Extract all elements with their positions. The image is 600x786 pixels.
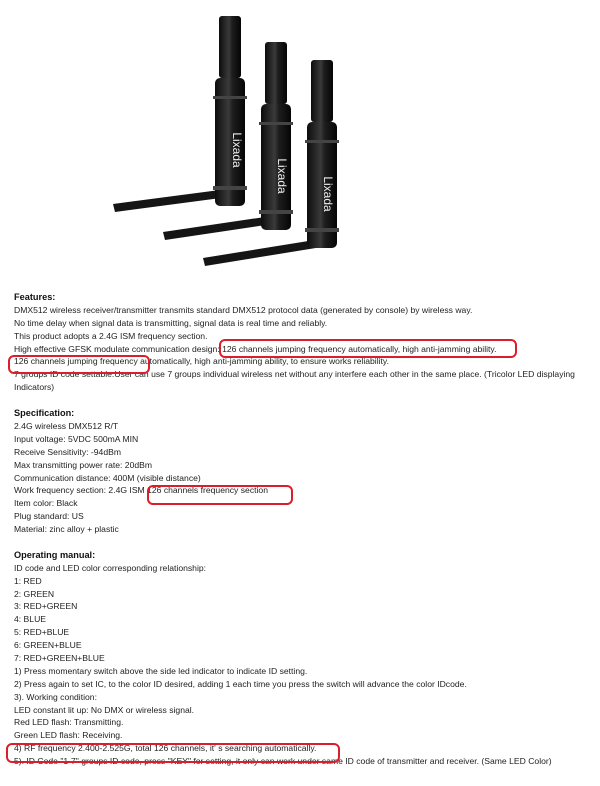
transceiver-unit-left bbox=[113, 16, 247, 212]
brand-label: Lixada bbox=[321, 176, 335, 212]
spec-line: Item color: Black bbox=[14, 498, 78, 509]
manual-line: 6: GREEN+BLUE bbox=[14, 640, 82, 651]
manual-line: Red LED flash: Transmitting. bbox=[14, 717, 124, 728]
spec-line: Communication distance: 400M (visible distance) bbox=[14, 472, 201, 483]
features-line: No time delay when signal data is transmitting, signal data is real time and reliably. bbox=[14, 317, 328, 328]
manual-line: 1) Press momentary switch above the side led indicator to indicate ID setting. bbox=[14, 665, 308, 676]
features-line: DMX512 wireless receiver/transmitter transmits standard DMX512 protocol data (generated by console) by wireless way. bbox=[14, 304, 473, 315]
manual-line: ID code and LED color corresponding relationship: bbox=[14, 562, 207, 573]
product-photo bbox=[95, 0, 355, 282]
manual-line: 3). Working condition: bbox=[14, 691, 97, 702]
manual-line: 4) RF frequency 2.400-2.525G, total 126 channels, it' s searching automatically. bbox=[14, 743, 317, 754]
features-line: This product adopts a 2.4G ISM frequency section. bbox=[14, 330, 208, 341]
brand-label: Lixada bbox=[230, 132, 244, 168]
manual-line: Green LED flash: Receiving. bbox=[14, 730, 123, 741]
spec-line: Receive Sensitivity: -94dBm bbox=[14, 446, 121, 457]
spec-line: Plug standard: US bbox=[14, 511, 84, 522]
spec-line: Input voltage: 5VDC 500mA MIN bbox=[14, 433, 139, 444]
features-line: 7 groups ID code settable.User can use 7 groups individual wireless net without any interfere each other in the same place. (Tricolor LED displaying Indicators) bbox=[14, 369, 575, 393]
manual-line: 3: RED+GREEN bbox=[14, 601, 78, 612]
description-text bbox=[14, 291, 598, 768]
manual-heading: Operating manual: bbox=[14, 549, 96, 560]
spec-line: Max transmitting power rate: 20dBm bbox=[14, 459, 153, 470]
manual-line: 2) Press again to set IC, to the color ID desired, adding 1 each time you press the switch will advance the color IDcode. bbox=[14, 678, 467, 689]
brand-label: Lixada bbox=[275, 158, 289, 194]
manual-line: 5). ID Code "1-7" groups ID code, press "KEY" for setting, it only can work under same ID code of transmitter and receiver. (Same LED Color) bbox=[14, 756, 552, 767]
manual-line: 4: BLUE bbox=[14, 614, 47, 625]
spec-line: Work frequency section: 2.4G ISM 126 channels frequency section bbox=[14, 485, 268, 496]
manual-line: LED constant lit up: No DMX or wireless signal. bbox=[14, 704, 195, 715]
features-line: 126 channels jumping frequency automatically, high anti-jamming ability, to ensure works reliability. bbox=[14, 356, 389, 367]
features-line: High effective GFSK modulate communication design: 126 channels jumping frequency automatically, high anti-jamming ability. bbox=[14, 343, 497, 354]
features-heading: Features: bbox=[14, 292, 56, 302]
specification-heading: Specification: bbox=[14, 408, 75, 419]
manual-line: 1: RED bbox=[14, 575, 42, 586]
spec-line: 2.4G wireless DMX512 R/T bbox=[14, 420, 119, 431]
manual-line: 7: RED+GREEN+BLUE bbox=[14, 652, 105, 663]
manual-line: 5: RED+BLUE bbox=[14, 627, 70, 638]
spec-line: Material: zinc alloy + plastic bbox=[14, 524, 119, 535]
manual-line: 2: GREEN bbox=[14, 588, 55, 599]
